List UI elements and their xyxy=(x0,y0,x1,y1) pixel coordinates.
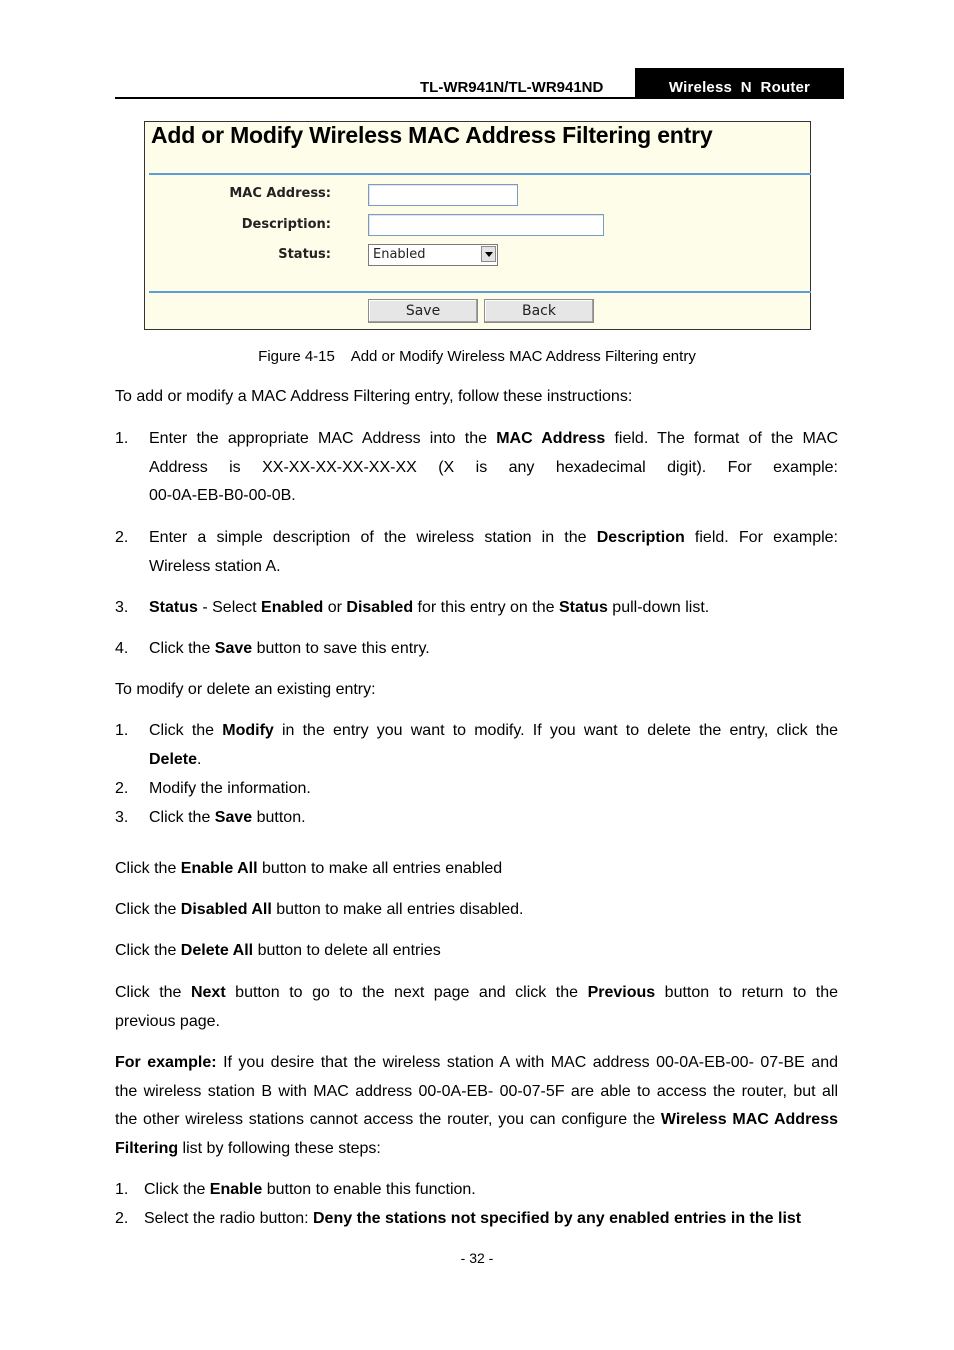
next-previous-note-line-2: previous page. xyxy=(115,1012,220,1030)
step-4-text: Click the Save button to save this entry. xyxy=(149,640,430,657)
modify-step-1-line-1: Click the Modify in the entry you want to modify. If you want to delete the entry, click the xyxy=(149,722,839,739)
mac-address-label: MAC Address: xyxy=(229,186,331,201)
step-3-text: Status - Select Enabled or Disabled for this entry on the Status pull-down list. xyxy=(149,599,710,616)
mac-address-input[interactable] xyxy=(368,184,518,206)
example-line-2: the wireless station B with MAC address 00-0A-EB- 00-07-5F are able to access the router, but all xyxy=(115,1082,838,1100)
delete-all-note: Click the Delete All button to delete all entries xyxy=(115,942,441,959)
status-select-value: Enabled xyxy=(373,247,426,262)
status-select[interactable] xyxy=(368,244,498,266)
final-step-2-text: Select the radio button: Deny the stations not specified by any enabled entries in the list xyxy=(144,1210,802,1227)
step-2-line-2: Wireless station A. xyxy=(149,557,281,575)
modify-intro: To modify or delete an existing entry: xyxy=(115,681,376,698)
step-2-line-1: Enter a simple description of the wireless station in the Description field. For example: xyxy=(149,529,838,546)
step-1-line-2: Address is XX-XX-XX-XX-XX-XX (X is any hexadecimal digit). For example: xyxy=(149,458,838,476)
step-1-line-3: 00-0A-EB-B0-00-0B. xyxy=(149,487,296,504)
panel-title: Add or Modify Wireless MAC Address Filtering entry xyxy=(151,122,713,148)
instructions-intro: To add or modify a MAC Address Filtering entry, follow these instructions: xyxy=(115,388,633,405)
enable-all-note: Click the Enable All button to make all entries enabled xyxy=(115,860,503,877)
final-step-1-text: Click the Enable button to enable this function. xyxy=(144,1181,476,1198)
description-label: Description: xyxy=(241,217,331,232)
step-number: 2. xyxy=(115,529,129,546)
disabled-all-note: Click the Disabled All button to make all entries disabled. xyxy=(115,901,524,918)
status-label: Status: xyxy=(278,247,331,262)
chevron-down-icon[interactable] xyxy=(481,246,496,262)
mac-filter-form-panel xyxy=(144,121,811,330)
figure-caption: Figure 4-15 Add or Modify Wireless MAC Address Filtering entry xyxy=(258,348,696,365)
example-line-3: the other wireless stations cannot access the router, you can configure the Wireless MAC Address xyxy=(115,1111,838,1128)
back-button[interactable]: Back xyxy=(484,299,594,323)
step-number: 1. xyxy=(115,430,129,447)
modify-step-2-text: Modify the information. xyxy=(149,780,311,797)
step-number: 1. xyxy=(115,722,129,739)
document-section-tag: Wireless N Router xyxy=(635,68,844,99)
header-divider xyxy=(115,97,844,99)
step-number: 2. xyxy=(115,780,129,797)
description-input[interactable] xyxy=(368,214,604,236)
panel-divider-top xyxy=(149,173,811,175)
step-1-line-1: Enter the appropriate MAC Address into the MAC Address field. The format of the MAC xyxy=(149,430,838,447)
next-previous-note-line-1: Click the Next button to go to the next page and click the Previous button to return to the xyxy=(115,984,839,1001)
step-number: 3. xyxy=(115,809,129,826)
step-number: 1. xyxy=(115,1181,129,1198)
page-number: - 32 - xyxy=(460,1250,494,1266)
example-line-4: Filtering list by following these steps: xyxy=(115,1139,381,1157)
step-number: 2. xyxy=(115,1210,129,1227)
document-model-header: TL-WR941N/TL-WR941ND xyxy=(420,79,604,96)
example-line-1: For example: If you desire that the wireless station A with MAC address 00-0A-EB-00- 07-BE and xyxy=(115,1054,838,1071)
step-number: 3. xyxy=(115,599,129,616)
step-number: 4. xyxy=(115,640,129,657)
save-button[interactable]: Save xyxy=(368,299,478,323)
panel-divider-bottom xyxy=(149,291,811,293)
modify-step-1-line-2: Delete. xyxy=(149,750,202,768)
modify-step-3-text: Click the Save button. xyxy=(149,809,306,826)
